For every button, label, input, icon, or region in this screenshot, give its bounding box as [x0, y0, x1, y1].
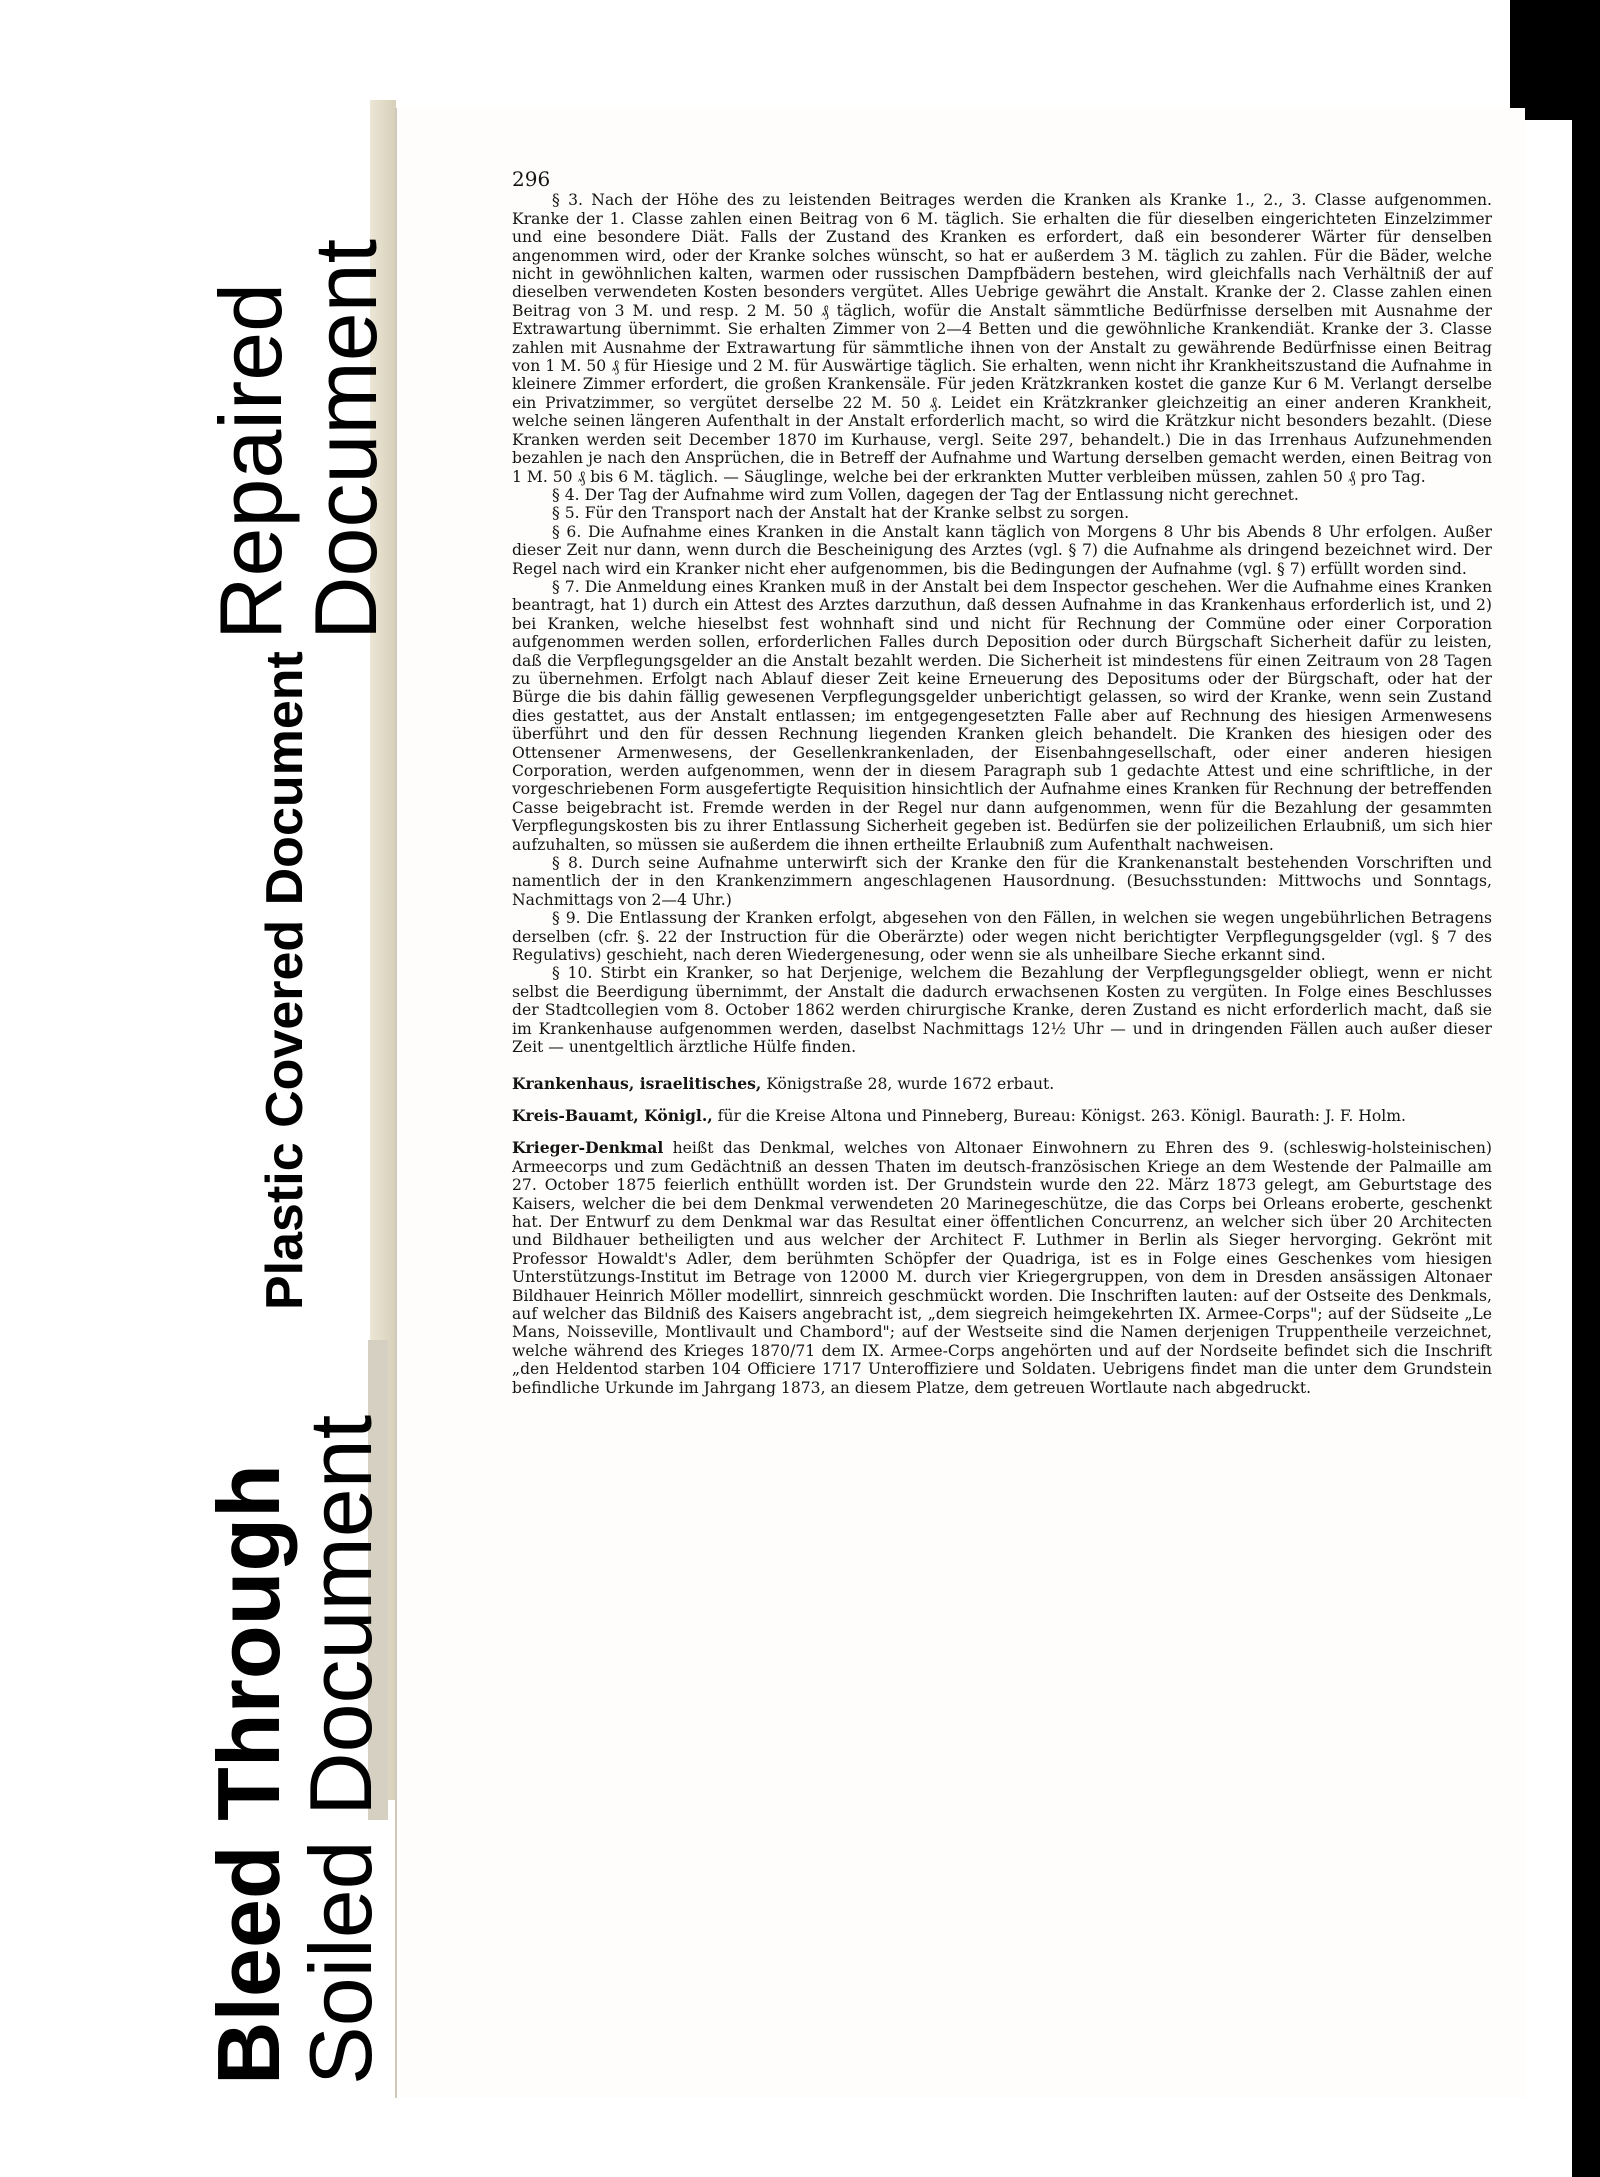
page-number: 296	[512, 167, 551, 191]
paragraph-s4: § 4. Der Tag der Aufnahme wird zum Vollen, dagegen der Tag der Entlassung nicht gerechnet.	[552, 485, 1299, 504]
entry-krieger-denkmal	[512, 1139, 1492, 1397]
stamp-plastic-covered: Plastic Covered Document	[256, 651, 314, 1310]
entry-kreis-bauamt	[512, 1107, 1492, 1125]
entry-text: heißt das Denkmal, welches von Altonaer Einwohnern zu Ehren des 9. (schleswig-holsteinischen) Armeecorps und zum Gedächtniß an dessen Thaten im deutsch-französischen Kriege an dem Westende der Palmaille am 27. October 1875 feierlich enthüllt worden ist. Der Grundstein wurde den 22. März 1873 gelegt, am Geburtstage des Kaisers, welcher die bei dem Denkmal verwendeten 20 Marinegeschütze, die das Corps bei Orleans eroberte, geschenkt hat. Der Entwurf zu dem Denkmal war das Resultat einer öffentlichen Concurrenz, an welcher sich über 20 Architecten und Bildhauer betheiligten und aus welcher der Architect F. Luthmer in Berlin als Sieger hervorging. Gekrönt mit Professor Howaldt's Adler, dem berühmten Schöpfer der Quadriga, ist es in Folge eines Geschenkes vom hiesigen Unterstützungs-Institut im Betrage von 12000 M. durch vier Kriegergruppen, von dem in Dresden ansässigen Altonaer Bildhauer Heinrich Möller modellirt, sinnreich geschmückt worden. Die Inschriften lauten: auf der Ostseite des Denkmals, auf welcher das Bildniß des Kaisers angebracht ist, „dem siegreich heimgekehrten IX. Armee-Corps"; auf der Südseite „Le Mans, Noisseville, Montlivault und Chambord"; auf der Westseite sind die Namen derjenigen Truppentheile verzeichnet, welche während des Krieges 1870/71 dem IX. Armee-Corps angehörten und auf der Nordseite befindet sich die Inschrift „den Heldentod starben 104 Officiere 1717 Unteroffiziere und Soldaten. Uebrigens findet man die unter dem Grundstein befindliche Urkunde im Jahrgang 1873, an diesem Platze, dem getreuen Wortlaute nach abgedruckt.	[512, 1139, 1492, 1397]
scanned-page	[395, 108, 1525, 2098]
entry-krankenhaus-israelitisches	[512, 1075, 1492, 1093]
stamp-repaired: Repaired	[201, 282, 300, 640]
paragraph-s8: § 8. Durch seine Aufnahme unterwirft sich der Kranke den für die Krankenanstalt bestehenden Vorschriften und namentlich der in den Krankenzimmern angeschlagenen Hausordnung. (Besuchsstunden: Mittwochs und Sonntags, Nachmittags von 2—4 Uhr.)	[512, 854, 1492, 909]
paragraph-s9: § 9. Die Entlassung der Kranken erfolgt, abgesehen von den Fällen, in welchen sie wegen ungebührlichen Betragens derselben (cfr. §. 22 der Instruction für die Oberärzte) oder wegen nicht berichtigter Verpflegungsgelder (vgl. § 7 des Regulativs) geschieht, nach deren Wiedergenesung, oder wenn sie als unheilbare Sieche erkannt sind.	[512, 909, 1492, 965]
paragraph-s7: § 7. Die Anmeldung eines Kranken muß in der Anstalt bei dem Inspector geschehen. Wer die Aufnahme eines Kranken beantragt, hat 1) durch ein Attest des Arztes darzuthun, daß dessen Aufnahme in das Krankenhaus erforderlich ist, und 2) bei Kranken, welche hieselbst fest wohnhaft sind und nicht für Rechnung der Commüne oder einer Corporation aufgenommen werden sollen, erforderlichen Falles durch Deposition oder durch Bürgschaft Sicherheit dafür zu leisten, daß die Verpflegungsgelder an die Anstalt bezahlt werden. Die Sicherheit ist mindestens für einen Zeitraum von 28 Tagen zu übernehmen. Erfolgt nach Ablauf dieser Zeit keine Erneuerung des Depositums oder der Bürgschaft, oder hat der Bürge die bis dahin fällig gewesenen Verpflegungsgelder unberichtigt gelassen, so wird der Kranke, wenn sein Zustand dies gestattet, aus der Anstalt entlassen; im entgegengesetzten Falle aber auf Rechnung des hiesigen Armenwesens überführt und den für dessen Rechnung liegenden Kranken gleich behandelt. Die Kranken des hiesigen oder des Ottensener Armenwesens, der Gesellenkrankenladen, der Eisenbahngesellschaft, oder einer anderen hiesigen Corporation, werden aufgenommen, wenn der in diesem Paragraph sub 1 gedachte Attest und eine schriftliche, in der vorgeschriebenen Form ausgefertigte Requisition hinsichtlich der Aufnahme eines Kranken für Rechnung der betreffenden Casse beigebracht ist. Fremde werden in der Regel nur dann aufgenommen, wenn für die Bezahlung der gesammten Verpflegungskosten bis zu ihrer Entlassung Sicherheit gegeben ist. Bedürfen sie der polizeilichen Erlaubniß, um sich hier aufzuhalten, so müssen sie außerdem die ihnen ertheilte Erlaubniß zum Aufenthalt nachweisen.	[512, 577, 1492, 854]
paragraph-s5: § 5. Für den Transport nach der Anstalt hat der Kranke selbst zu sorgen.	[552, 504, 1130, 523]
paragraph-s6: § 6. Die Aufnahme eines Kranken in die Anstalt kann täglich von Morgens 8 Uhr bis Abends 8 Uhr erfolgen. Außer dieser Zeit nur dann, wenn durch die Bescheinigung des Arztes (vgl. § 7) die Aufnahme als dringend bezeichnet wird. Der Regel nach wird ein Kranker nicht eher aufgenommen, bis die Bedingungen der Aufnahme (vgl. § 7) erfüllt worden sind.	[512, 522, 1492, 578]
entry-heading: Krieger-Denkmal	[512, 1138, 664, 1158]
condition-stamps	[0, 0, 400, 2177]
stamp-bleed-through: Bleed Through	[199, 1464, 298, 2085]
entry-heading: Kreis-Bauamt, Königl.,	[512, 1105, 713, 1125]
stamp-soiled-document: Soiled Document	[291, 1414, 390, 2085]
entry-text: für die Kreise Altona und Pinneberg, Bureau: Königst. 263. Königl. Baurath: J. F. Holm.	[712, 1106, 1406, 1125]
paragraph-s3: § 3. Nach der Höhe des zu leistenden Beitrages werden die Kranken als Kranke 1., 2., 3. Classe aufgenommen. Kranke der 1. Classe zahlen einen Beitrag von 6 M. täglich. Sie erhalten die für dieselben eingerichteten Einzelzimmer und eine besondere Diät. Falls der Zustand des Kranken es erfordert, daß ein besonderer Wärter für denselben angenommen wird, oder der Kranke solches wünscht, so hat er außerdem 3 M. täglich zu zahlen. Für die Bäder, welche nicht in gewöhnlichen kalten, warmen oder russischen Dampfbädern bestehen, wird gleichfalls nach Verhältniß der auf dieselben verwendeten Kosten besonders vergütet. Alles Uebrige gewährt die Anstalt. Kranke der 2. Classe zahlen einen Beitrag von 3 M. und resp. 2 M. 50 ₰ täglich, wofür die Anstalt sämmtliche Bedürfnisse derselben mit Ausnahme der Extrawartung übernimmt. Sie erhalten Zimmer von 2—4 Betten und die gewöhnliche Krankendiät. Kranke der 3. Classe zahlen mit Ausnahme der Extrawartung für sämmtliche ihnen von der Anstalt zu gewährende Bedürfnisse einen Beitrag von 1 M. 50 ₰ für Hiesige und 2 M. für Auswärtige täglich. Sie erhalten, wenn nicht ihr Krankheitszustand die Aufnahme in kleinere Zimmer erfordert, die großen Krankensäle. Für jeden Krätzkranken kostet die ganze Kur 6 M. Verlangt derselbe ein Privatzimmer, so vergütet derselbe 22 M. 50 ₰. Leidet ein Krätzkranker gleichzeitig an einer anderen Krankheit, welche seinen längeren Aufenthalt in der Anstalt erforderlich macht, so wird die Krätzkur nicht besonders bezahlt. (Diese Kranken werden seit December 1870 im Kurhause, vergl. Seite 297, behandelt.) Die in das Irrenhaus Aufzunehmenden bezahlen je nach den Ansprüchen, die in Betreff der Aufnahme und Wartung derselben gemacht werden, einen Beitrag von 1 M. 50 ₰ bis 6 M. täglich. — Säuglinge, welche bei der erkrankten Mutter verbleiben müssen, zahlen 50 ₰ pro Tag.	[512, 191, 1492, 486]
page-content	[512, 167, 1492, 1397]
scan-border-right	[1572, 0, 1600, 2177]
stamp-document: Document	[296, 238, 395, 640]
paragraph-s10: § 10. Stirbt ein Kranker, so hat Derjenige, welchem die Bezahlung der Verpflegungsgelder obliegt, wenn er nicht selbst die Beerdigung übernimmt, der Anstalt die dadurch erwachsenen Kosten zu vergüten. In Folge eines Beschlusses der Stadtcollegien vom 8. October 1862 werden chirurgische Kranke, deren Zustand es nicht erforderlich macht, daß sie im Krankenhause aufgenommen werden, daselbst Nachmittags 12½ Uhr — und in dringenden Fällen auch außer dieser Zeit — unentgeltlich ärztliche Hülfe finden.	[512, 964, 1492, 1057]
entry-heading: Krankenhaus, israelitisches,	[512, 1073, 762, 1093]
entry-text: Königstraße 28, wurde 1672 erbaut.	[761, 1074, 1055, 1093]
